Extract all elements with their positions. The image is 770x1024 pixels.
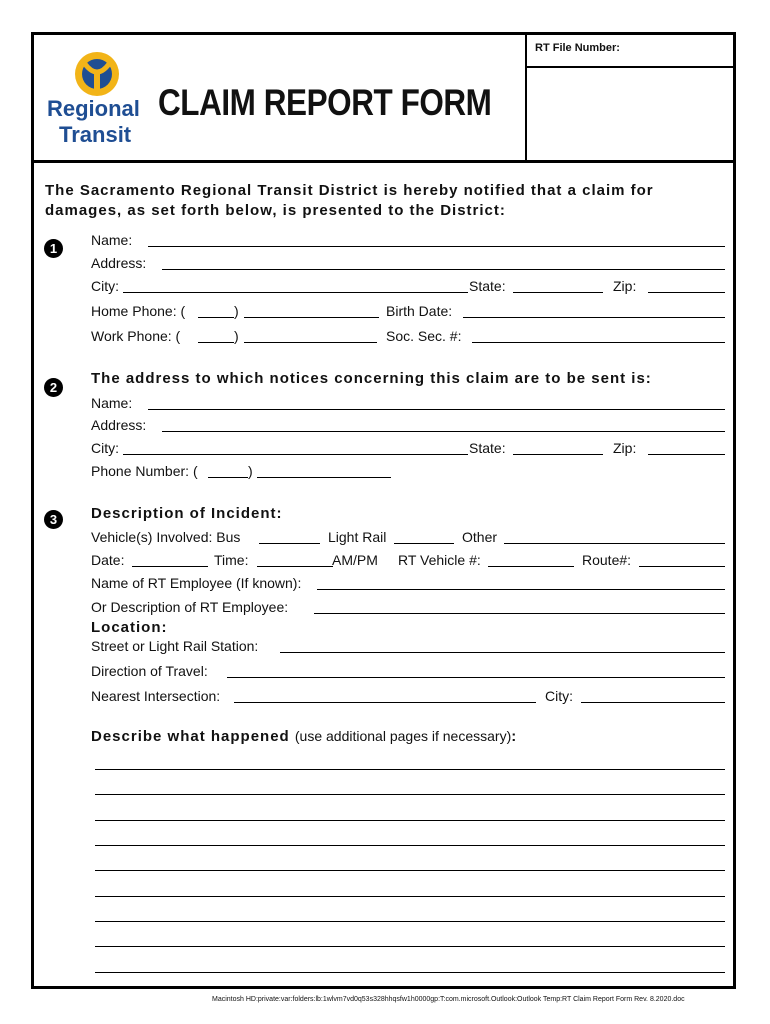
description-line[interactable] [95,896,725,897]
incident-time-field[interactable] [257,566,333,567]
incident-date-field[interactable] [132,566,208,567]
description-line[interactable] [95,820,725,821]
route-field[interactable] [639,566,725,567]
nearest-intersection-field[interactable] [234,702,536,703]
employee-description-label: Or Description of RT Employee: [91,599,289,615]
notice-address-label: Address: [91,417,147,433]
light-rail-field[interactable] [394,543,454,544]
home-phone-area-field[interactable] [198,317,234,318]
light-rail-label: Light Rail [328,529,387,545]
notice-phone-paren: ) [248,463,253,479]
direction-of-travel-field[interactable] [227,677,725,678]
home-phone-number-field[interactable] [244,317,379,318]
claimant-name-label: Name: [91,232,133,248]
street-station-label: Street or Light Rail Station: [91,638,259,654]
regional-transit-logo [45,50,150,150]
file-number-label: RT File Number: [535,42,620,54]
section-2-number: 2 [44,378,63,397]
claimant-state-field[interactable] [513,292,603,293]
describe-heading-text: Describe what happened [91,728,290,745]
page-title: CLAIM REPORT FORM [158,82,492,123]
employee-description-field[interactable] [314,613,725,614]
incident-time-label: Time: [214,552,249,568]
rt-vehicle-field[interactable] [488,566,574,567]
description-line[interactable] [95,845,725,846]
document-path-footer: Macintosh HD:private:var:folders:lb:1wlvm7vd0q53s328hhqsfw1h0000gp:T:com.microsoft.Outlook:Outlook Temp:RT Claim Report Form Rev. 8.2020.doc [212,996,685,1003]
employee-name-label: Name of RT Employee (If known): [91,575,302,591]
work-phone-paren: ) [234,328,239,344]
notice-address-heading: The address to which notices concerning this claim are to be sent is: [91,370,652,387]
nearest-intersection-label: Nearest Intersection: [91,688,221,704]
describe-note: (use additional pages if necessary) [294,728,512,744]
description-line[interactable] [95,921,725,922]
route-label: Route#: [582,552,632,568]
work-phone-number-field[interactable] [244,342,377,343]
description-line[interactable] [95,794,725,795]
employee-name-field[interactable] [317,589,725,590]
ssn-field[interactable] [472,342,725,343]
notice-phone-area-field[interactable] [208,477,248,478]
description-line[interactable] [95,870,725,871]
logo-text-line1: Regional [47,96,140,121]
description-line[interactable] [95,946,725,947]
describe-colon: : [511,728,518,745]
description-line[interactable] [95,972,725,973]
claimant-name-field[interactable] [148,246,725,247]
claimant-zip-field[interactable] [648,292,725,293]
claimant-address-field[interactable] [162,269,725,270]
home-phone-paren: ) [234,303,239,319]
claimant-state-label: State: [469,278,506,294]
intersection-city-label: City: [545,688,573,704]
notice-phone-number-field[interactable] [257,477,391,478]
location-heading: Location: [91,619,168,636]
vehicles-involved-label: Vehicle(s) Involved: Bus [91,529,241,545]
file-number-divider [526,66,734,68]
street-station-field[interactable] [280,652,725,653]
section-3-number: 3 [44,510,63,529]
birth-date-label: Birth Date: [386,303,453,319]
transit-emblem-icon [67,50,127,98]
intersection-city-field[interactable] [581,702,725,703]
birth-date-field[interactable] [463,317,725,318]
intro-statement: The Sacramento Regional Transit District is hereby notified that a claim for damages, as set forth below, is presented to the District: [45,182,654,219]
ampm-label: AM/PM [332,552,378,568]
incident-heading: Description of Incident: [91,505,283,522]
claimant-city-label: City: [91,278,119,294]
notice-city-label: City: [91,440,119,456]
other-vehicle-label: Other [462,529,498,545]
notice-zip-label: Zip: [613,440,637,456]
ssn-label: Soc. Sec. #: [386,328,462,344]
rt-vehicle-label: RT Vehicle #: [398,552,481,568]
notice-name-label: Name: [91,395,133,411]
work-phone-label: Work Phone: ( [91,328,181,344]
claimant-address-label: Address: [91,255,147,271]
claimant-zip-label: Zip: [613,278,637,294]
notice-zip-field[interactable] [648,454,725,455]
incident-date-label: Date: [91,552,125,568]
notice-name-field[interactable] [148,409,725,410]
direction-of-travel-label: Direction of Travel: [91,663,208,679]
claimant-city-field[interactable] [123,292,468,293]
work-phone-area-field[interactable] [198,342,234,343]
section-1-number: 1 [44,239,63,258]
header-divider [31,160,736,163]
other-vehicle-field[interactable] [504,543,725,544]
notice-address-field[interactable] [162,431,725,432]
home-phone-label: Home Phone: ( [91,303,186,319]
notice-city-field[interactable] [123,454,468,455]
bus-field[interactable] [259,543,320,544]
description-line[interactable] [95,769,725,770]
logo-text-line2: Transit [59,122,132,147]
file-number-box-border [525,34,527,161]
notice-state-label: State: [469,440,506,456]
describe-heading [91,728,517,745]
notice-phone-label: Phone Number: ( [91,463,198,479]
notice-state-field[interactable] [513,454,603,455]
